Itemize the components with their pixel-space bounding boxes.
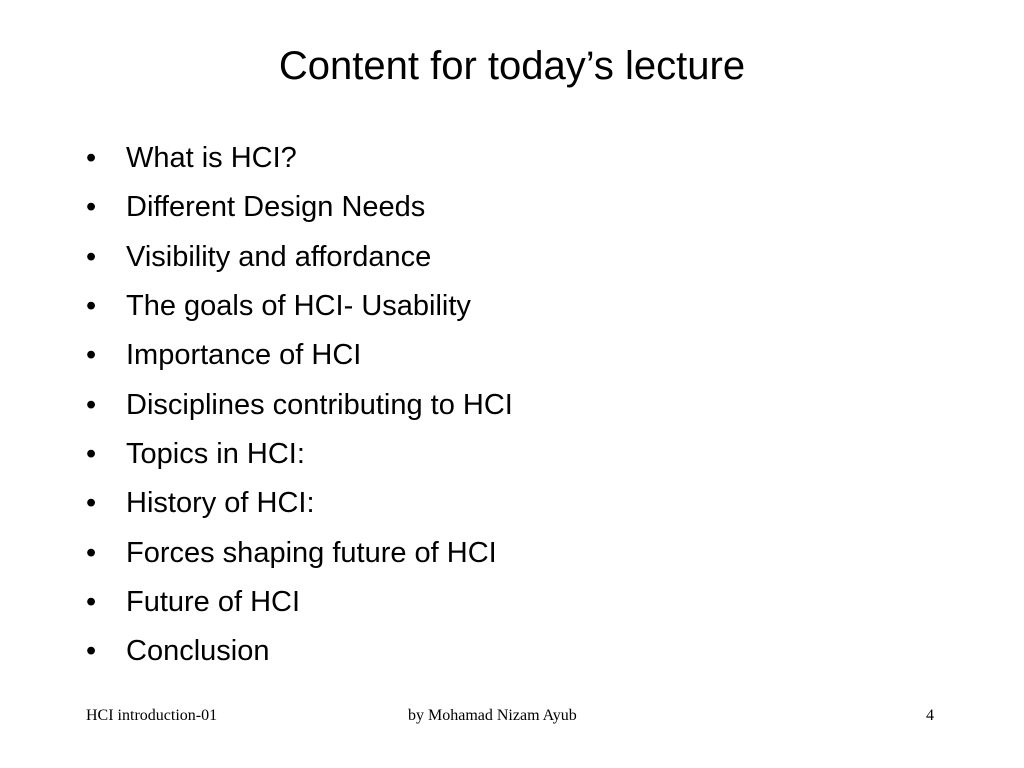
bullet-marker: • — [86, 635, 97, 668]
bullet-marker: • — [86, 191, 97, 224]
list-item — [86, 578, 513, 627]
footer-course-label: HCI introduction-01 — [86, 707, 218, 724]
slide-title: Content for today’s lecture — [278, 44, 746, 88]
bullet-marker: • — [86, 142, 97, 175]
list-item — [86, 380, 513, 429]
bullet-marker: • — [86, 437, 97, 470]
list-item — [86, 233, 513, 282]
list-item — [86, 183, 513, 232]
bullet-text: Importance of HCI — [126, 339, 362, 372]
bullet-text: Forces shaping future of HCI — [126, 536, 497, 569]
list-item — [86, 528, 513, 577]
list-item — [86, 134, 513, 183]
bullet-marker: • — [86, 388, 97, 421]
bullet-text: Future of HCI — [126, 585, 301, 618]
list-item — [86, 430, 513, 479]
bullet-marker: • — [86, 240, 97, 273]
bullet-text: Topics in HCI: — [126, 437, 305, 470]
list-item — [86, 627, 513, 676]
footer-author: by Mohamad Nizam Ayub — [408, 707, 577, 724]
list-item — [86, 282, 513, 331]
bullet-text: Conclusion — [126, 635, 270, 668]
list-item — [86, 479, 513, 528]
bullet-marker: • — [86, 585, 97, 618]
bullet-text: What is HCI? — [126, 142, 297, 175]
bullet-marker: • — [86, 536, 97, 569]
bullet-text: Disciplines contributing to HCI — [126, 388, 513, 421]
list-item — [86, 331, 513, 380]
bullet-text: History of HCI: — [126, 487, 315, 520]
bullet-text: The goals of HCI- Usability — [126, 290, 471, 323]
bullet-marker: • — [86, 339, 97, 372]
page-number: 4 — [926, 707, 934, 724]
bullet-marker: • — [86, 487, 97, 520]
bullet-list — [86, 134, 513, 676]
bullet-text: Different Design Needs — [126, 191, 426, 224]
bullet-marker: • — [86, 290, 97, 323]
bullet-text: Visibility and affordance — [126, 240, 432, 273]
